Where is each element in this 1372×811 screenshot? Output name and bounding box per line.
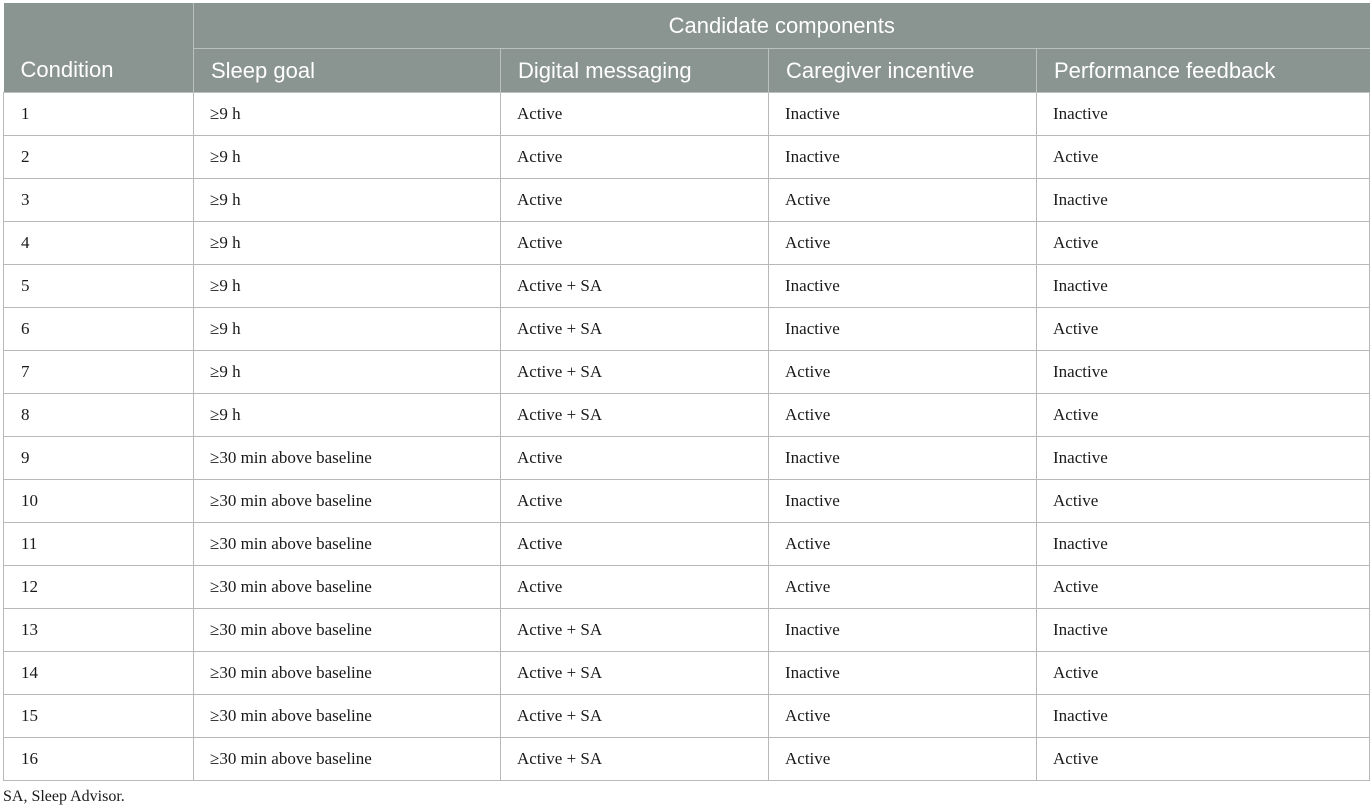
condition-cell: 11 xyxy=(4,523,194,566)
digital-messaging-cell: Active xyxy=(501,136,769,179)
table-row xyxy=(4,437,1370,480)
condition-cell: 6 xyxy=(4,308,194,351)
condition-cell: 2 xyxy=(4,136,194,179)
group-header-candidate-components: Candidate components xyxy=(194,3,1370,49)
caregiver-incentive-cell: Inactive xyxy=(769,265,1037,308)
performance-feedback-cell: Active xyxy=(1037,394,1370,437)
condition-cell: 1 xyxy=(4,93,194,136)
caregiver-incentive-cell: Inactive xyxy=(769,136,1037,179)
table-row xyxy=(4,652,1370,695)
table-row xyxy=(4,265,1370,308)
caregiver-incentive-cell: Inactive xyxy=(769,93,1037,136)
condition-cell: 16 xyxy=(4,738,194,781)
condition-cell: 15 xyxy=(4,695,194,738)
caregiver-incentive-cell: Active xyxy=(769,394,1037,437)
digital-messaging-cell: Active + SA xyxy=(501,652,769,695)
column-header-row xyxy=(4,49,1370,93)
table-row xyxy=(4,136,1370,179)
performance-feedback-cell: Inactive xyxy=(1037,179,1370,222)
condition-cell: 5 xyxy=(4,265,194,308)
sleep-goal-cell: ≥30 min above baseline xyxy=(194,695,501,738)
table-body xyxy=(4,93,1370,781)
digital-messaging-cell: Active + SA xyxy=(501,308,769,351)
performance-feedback-cell: Inactive xyxy=(1037,609,1370,652)
caregiver-incentive-cell: Inactive xyxy=(769,308,1037,351)
digital-messaging-cell: Active + SA xyxy=(501,609,769,652)
performance-feedback-cell: Active xyxy=(1037,136,1370,179)
digital-messaging-cell: Active xyxy=(501,566,769,609)
performance-feedback-cell: Inactive xyxy=(1037,93,1370,136)
conditions-table-container xyxy=(3,3,1369,781)
table-row xyxy=(4,179,1370,222)
sleep-goal-cell: ≥9 h xyxy=(194,308,501,351)
caregiver-incentive-cell: Active xyxy=(769,695,1037,738)
digital-messaging-cell: Active xyxy=(501,222,769,265)
table-row xyxy=(4,394,1370,437)
sleep-goal-cell: ≥9 h xyxy=(194,351,501,394)
performance-feedback-cell: Inactive xyxy=(1037,265,1370,308)
table-row xyxy=(4,523,1370,566)
column-header-caregiver-incentive: Caregiver incentive xyxy=(769,49,1037,93)
sleep-goal-cell: ≥30 min above baseline xyxy=(194,738,501,781)
conditions-table xyxy=(3,3,1370,781)
performance-feedback-cell: Inactive xyxy=(1037,695,1370,738)
performance-feedback-cell: Inactive xyxy=(1037,351,1370,394)
table-row xyxy=(4,351,1370,394)
performance-feedback-cell: Inactive xyxy=(1037,437,1370,480)
sleep-goal-cell: ≥30 min above baseline xyxy=(194,523,501,566)
table-row xyxy=(4,93,1370,136)
performance-feedback-cell: Active xyxy=(1037,566,1370,609)
condition-cell: 7 xyxy=(4,351,194,394)
table-row xyxy=(4,308,1370,351)
performance-feedback-cell: Active xyxy=(1037,222,1370,265)
caregiver-incentive-cell: Active xyxy=(769,222,1037,265)
condition-cell: 10 xyxy=(4,480,194,523)
condition-cell: 14 xyxy=(4,652,194,695)
caregiver-incentive-cell: Inactive xyxy=(769,437,1037,480)
sleep-goal-cell: ≥30 min above baseline xyxy=(194,437,501,480)
column-header-condition: Condition xyxy=(4,49,194,93)
caregiver-incentive-cell: Active xyxy=(769,179,1037,222)
digital-messaging-cell: Active + SA xyxy=(501,738,769,781)
condition-cell: 9 xyxy=(4,437,194,480)
table-row xyxy=(4,695,1370,738)
digital-messaging-cell: Active xyxy=(501,437,769,480)
column-header-digital-messaging: Digital messaging xyxy=(501,49,769,93)
digital-messaging-cell: Active xyxy=(501,523,769,566)
condition-cell: 3 xyxy=(4,179,194,222)
sleep-goal-cell: ≥9 h xyxy=(194,179,501,222)
digital-messaging-cell: Active + SA xyxy=(501,695,769,738)
caregiver-incentive-cell: Active xyxy=(769,738,1037,781)
table-row xyxy=(4,738,1370,781)
performance-feedback-cell: Active xyxy=(1037,480,1370,523)
column-header-performance-feedback: Performance feedback xyxy=(1037,49,1370,93)
sleep-goal-cell: ≥30 min above baseline xyxy=(194,609,501,652)
group-header-row xyxy=(4,3,1370,49)
performance-feedback-cell: Active xyxy=(1037,308,1370,351)
caregiver-incentive-cell: Active xyxy=(769,523,1037,566)
caregiver-incentive-cell: Inactive xyxy=(769,652,1037,695)
caregiver-incentive-cell: Inactive xyxy=(769,480,1037,523)
table-header xyxy=(4,3,1370,93)
column-header-sleep-goal: Sleep goal xyxy=(194,49,501,93)
caregiver-incentive-cell: Inactive xyxy=(769,609,1037,652)
table-row xyxy=(4,222,1370,265)
caregiver-incentive-cell: Active xyxy=(769,351,1037,394)
digital-messaging-cell: Active + SA xyxy=(501,265,769,308)
condition-cell: 4 xyxy=(4,222,194,265)
sleep-goal-cell: ≥9 h xyxy=(194,394,501,437)
table-row xyxy=(4,480,1370,523)
digital-messaging-cell: Active + SA xyxy=(501,351,769,394)
sleep-goal-cell: ≥9 h xyxy=(194,222,501,265)
sleep-goal-cell: ≥30 min above baseline xyxy=(194,480,501,523)
sleep-goal-cell: ≥9 h xyxy=(194,93,501,136)
sleep-goal-cell: ≥9 h xyxy=(194,265,501,308)
condition-cell: 13 xyxy=(4,609,194,652)
digital-messaging-cell: Active xyxy=(501,179,769,222)
performance-feedback-cell: Inactive xyxy=(1037,523,1370,566)
table-row xyxy=(4,566,1370,609)
condition-cell: 12 xyxy=(4,566,194,609)
group-header-blank xyxy=(4,3,194,49)
performance-feedback-cell: Active xyxy=(1037,652,1370,695)
sleep-goal-cell: ≥9 h xyxy=(194,136,501,179)
table-row xyxy=(4,609,1370,652)
caregiver-incentive-cell: Active xyxy=(769,566,1037,609)
digital-messaging-cell: Active xyxy=(501,93,769,136)
table-footnote: SA, Sleep Advisor. xyxy=(3,788,125,805)
sleep-goal-cell: ≥30 min above baseline xyxy=(194,566,501,609)
digital-messaging-cell: Active xyxy=(501,480,769,523)
condition-cell: 8 xyxy=(4,394,194,437)
performance-feedback-cell: Active xyxy=(1037,738,1370,781)
digital-messaging-cell: Active + SA xyxy=(501,394,769,437)
sleep-goal-cell: ≥30 min above baseline xyxy=(194,652,501,695)
